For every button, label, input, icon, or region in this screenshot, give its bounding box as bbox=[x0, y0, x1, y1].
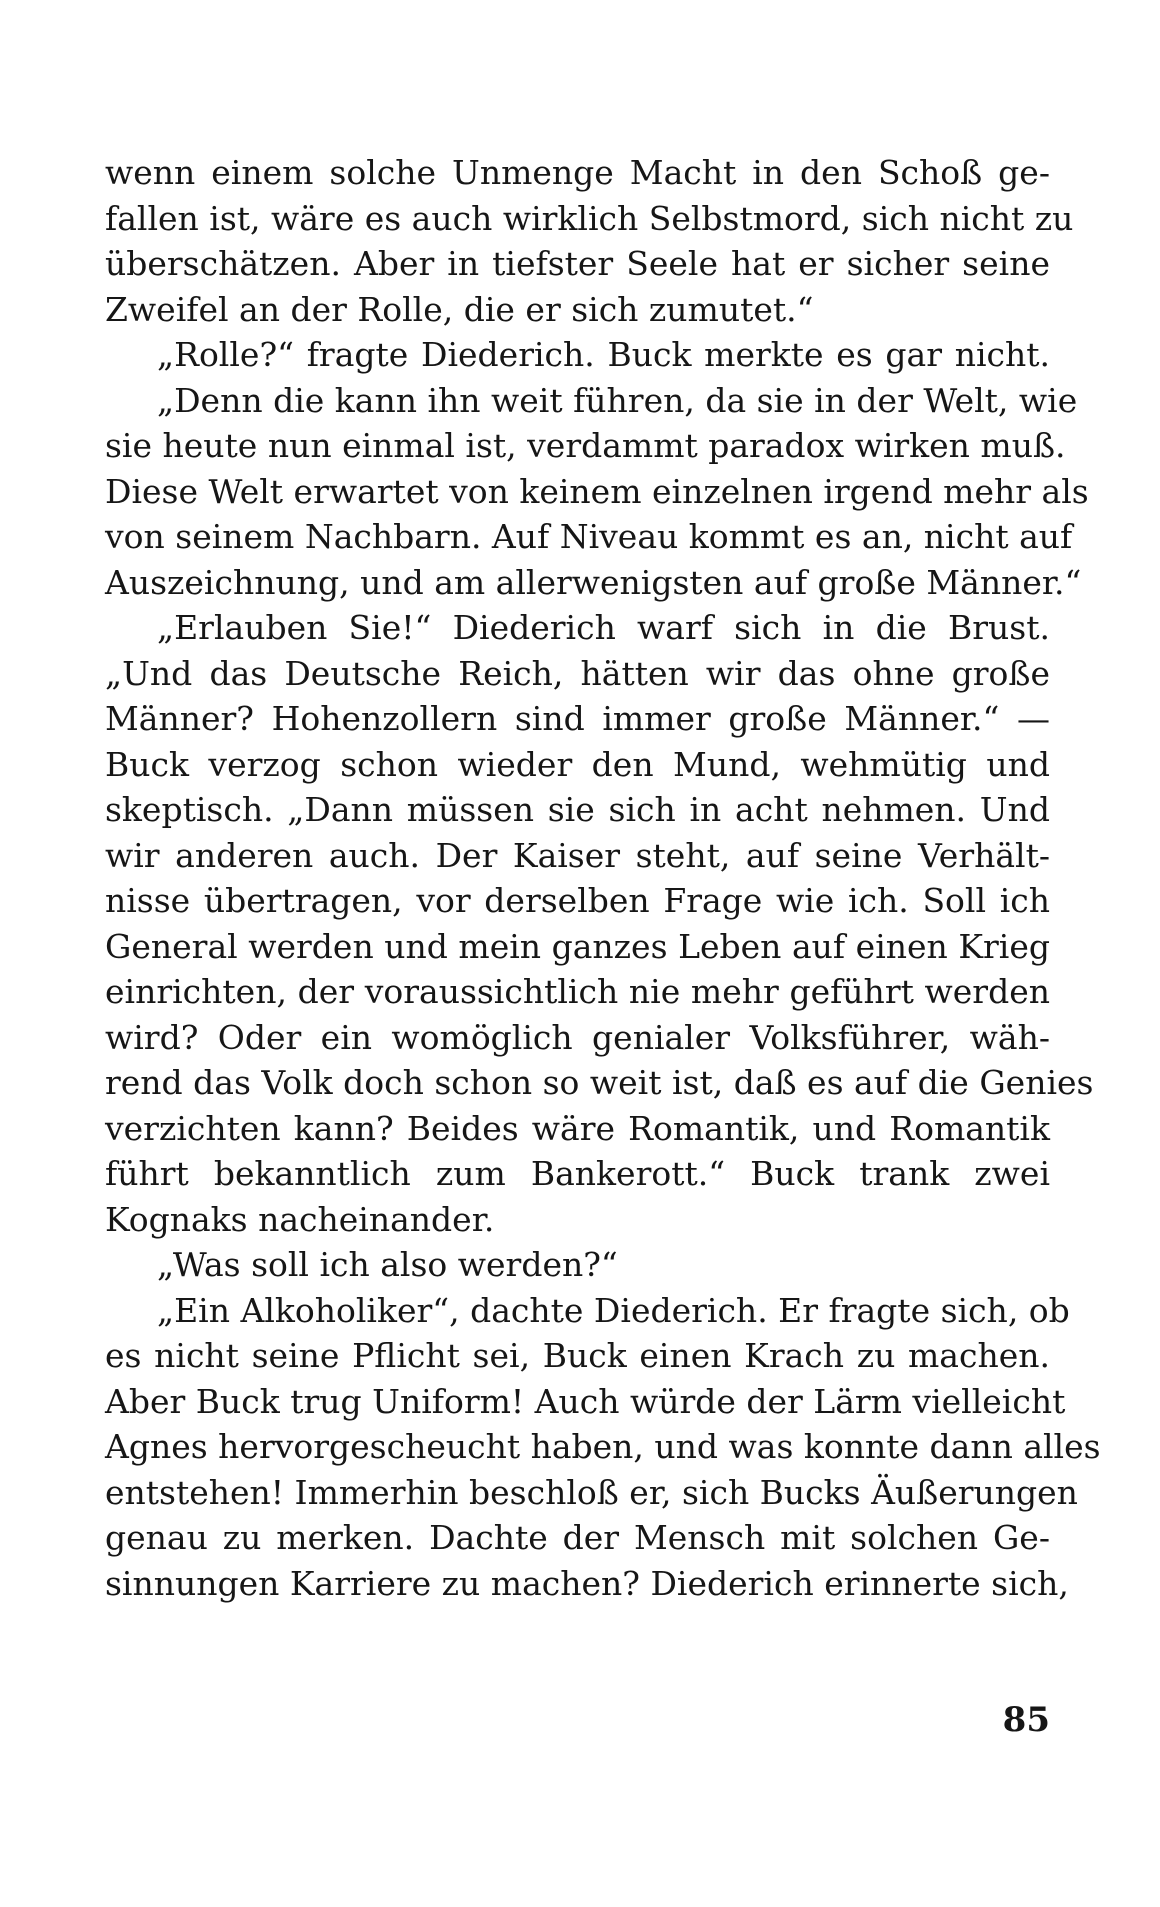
text-line: Agnes hervorgescheucht haben, und was konnte dann alles bbox=[105, 1427, 1101, 1466]
text-line: General werden und mein ganzes Leben auf einen Krieg bbox=[105, 926, 1050, 966]
text-line: überschätzen. Aber in tiefster Seele hat er sicher seine bbox=[105, 244, 1050, 283]
text-line: Männer? Hohenzollern sind immer große Männer.“ — bbox=[105, 699, 1050, 738]
text-line: führt bekanntlich zum Bankerott.“ Buck trank zwei bbox=[105, 1154, 1050, 1193]
text-line: Zweifel an der Rolle, die er sich zumutet.“ bbox=[105, 289, 814, 329]
text-line: Buck verzog schon wieder den Mund, wehmütig und bbox=[105, 744, 1050, 784]
text-line: nisse übertragen, vor derselben Frage wie ich. Soll ich bbox=[105, 881, 1050, 920]
text-line: genau zu merken. Dachte der Mensch mit solchen Ge- bbox=[105, 1518, 1050, 1557]
text-line: „Was soll ich also werden?“ bbox=[157, 1245, 618, 1284]
text-line: Kognaks nacheinander. bbox=[105, 1199, 495, 1239]
text-line: Aber Buck trug Uniform! Auch würde der Lärm vielleicht bbox=[105, 1381, 1066, 1421]
text-line: Auszeichnung, und am allerwenigsten auf große Männer.“ bbox=[105, 562, 1082, 602]
text-line: wird? Oder ein womöglich genialer Volksführer, wäh- bbox=[105, 1017, 1050, 1057]
text-line: Diese Welt erwartet von keinem einzelnen irgend mehr als bbox=[105, 471, 1089, 511]
body-text bbox=[105, 150, 1101, 1606]
text-line: wir anderen auch. Der Kaiser steht, auf seine Verhält- bbox=[105, 835, 1050, 875]
text-line: wenn einem solche Unmenge Macht in den Schoß ge- bbox=[105, 153, 1050, 192]
text-line: von seinem Nachbarn. Auf Niveau kommt es an, nicht auf bbox=[105, 517, 1073, 556]
text-line: entstehen! Immerhin beschloß er, sich Bucks Äußerungen bbox=[105, 1472, 1078, 1512]
text-line: rend das Volk doch schon so weit ist, daß es auf die Genies bbox=[105, 1063, 1094, 1102]
text-line: einrichten, der voraussichtlich nie mehr geführt werden bbox=[105, 972, 1050, 1011]
text-line: verzichten kann? Beides wäre Romantik, und Romantik bbox=[105, 1108, 1050, 1148]
text-line: es nicht seine Pflicht sei, Buck einen Krach zu machen. bbox=[105, 1336, 1050, 1375]
page-number: 85 bbox=[1002, 1700, 1050, 1740]
text-line: skeptisch. „Dann müssen sie sich in acht nehmen. Und bbox=[105, 790, 1050, 829]
text-line: „Erlauben Sie!“ Diederich warf sich in die Brust. bbox=[157, 608, 1050, 647]
text-line: „Rolle?“ fragte Diederich. Buck merkte es gar nicht. bbox=[157, 335, 1050, 374]
text-line: „Und das Deutsche Reich, hätten wir das ohne große bbox=[105, 653, 1050, 693]
text-line: sie heute nun einmal ist, verdammt paradox wirken muß. bbox=[105, 426, 1066, 465]
text-line: fallen ist, wäre es auch wirklich Selbstmord, sich nicht zu bbox=[105, 198, 1074, 238]
text-line: sinnungen Karriere zu machen? Diederich erinnerte sich, bbox=[105, 1563, 1069, 1603]
text-line: „Denn die kann ihn weit führen, da sie in der Welt, wie bbox=[157, 380, 1078, 420]
text-line: „Ein Alkoholiker“, dachte Diederich. Er fragte sich, ob bbox=[157, 1290, 1070, 1330]
